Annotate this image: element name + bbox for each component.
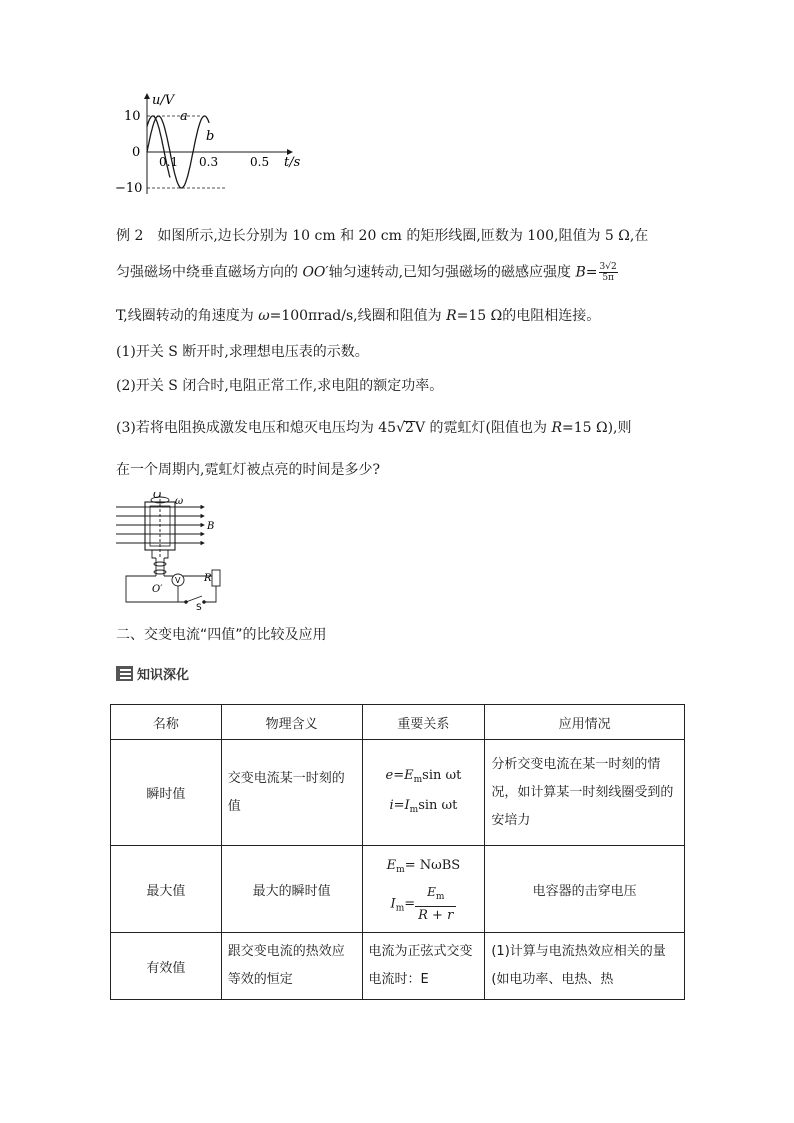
cell-name: 有效值 (111, 933, 222, 1000)
example-line-3: T,线圈转动的角速度为 ω=100πrad/s,线圈和阻值为 R=15 Ω的电阻相连接。 (116, 308, 601, 324)
curve-b-label: b (206, 129, 215, 144)
cell-application: (1)计算与电流热效应相关的量(如电功率、电热、热 (485, 933, 685, 1000)
cell-meaning: 交变电流某一时刻的值 (221, 740, 362, 846)
question-3: (3)若将电阻换成激发电压和熄灭电压均为 45√2V 的霓虹灯(阻值也为 R=15 Ω),则 (116, 420, 632, 436)
x-axis-label: t/s (284, 155, 301, 170)
section-bar-icon (116, 666, 133, 681)
header-application: 应用情况 (485, 705, 685, 740)
section-title: 二、交变电流“四值”的比较及应用 (116, 627, 327, 643)
b-fraction: $\frac{3√2}{5\pi}$ (599, 262, 617, 283)
question-2: (2)开关 S 闭合时,电阻正常工作,求电阻的额定功率。 (116, 378, 444, 394)
omega-label: ω (175, 496, 184, 507)
four-values-table (110, 704, 685, 1000)
question-1: (1)开关 S 断开时,求理想电压表的示数。 (116, 344, 369, 360)
table-row (111, 740, 685, 846)
x-tick-0.1: 0.1 (159, 155, 179, 169)
table-row (111, 846, 685, 933)
example-line-1: 例 2 如图所示,边长分别为 10 cm 和 20 cm 的矩形线圈,匝数为 100,阻值为 5 Ω,在 (116, 228, 649, 244)
switch-label: S (196, 603, 202, 610)
cell-application: 分析交变电流在某一时刻的情况，如计算某一时刻线圈受到的安培力 (485, 740, 685, 846)
cell-relation: $E_m= N\omega BS$ $I_m=$ $\frac{E_m}{R + r}$ (362, 846, 485, 933)
max-current-fraction: $\frac{E_m}{R + r}$ (415, 883, 456, 925)
o-bottom-label: O′ (152, 584, 163, 595)
y-tick-0: 0 (132, 145, 141, 160)
y-axis-label: u/V (152, 93, 175, 108)
voltage-time-graph (112, 86, 332, 202)
y-tick-10: 10 (124, 109, 141, 124)
x-tick-0.5: 0.5 (250, 155, 270, 169)
cell-name: 瞬时值 (111, 740, 222, 846)
example-line-2: 匀强磁场中绕垂直磁场方向的 OO′轴匀速转动,已知匀强磁场的磁感应强度 B= $\frac{3√2}{5\pi}$ (116, 262, 617, 283)
y-tick-neg10: −10 (115, 181, 143, 196)
cell-relation: 电流为正弦式交变电流时：E (362, 933, 485, 1000)
table-row (111, 933, 685, 1000)
o-top-label: O (153, 492, 162, 501)
b-field-label: B (207, 521, 215, 532)
cell-meaning: 最大的瞬时值 (221, 846, 362, 933)
voltmeter-label: V (175, 576, 181, 585)
resistor-label: R (204, 573, 212, 584)
question-3-cont: 在一个周期内,霓虹灯被点亮的时间是多少? (116, 462, 380, 478)
cell-application: 电容器的击穿电压 (485, 846, 685, 933)
curve-a-label: a (180, 109, 188, 124)
cell-name: 最大值 (111, 846, 222, 933)
header-relation: 重要关系 (362, 705, 485, 740)
knowledge-label: 知识深化 (116, 664, 189, 682)
cell-relation: $e=E_m\sin$ ωt $i=I_m\sin$ ωt (362, 740, 485, 846)
cell-meaning: 跟交变电流的热效应等效的恒定 (221, 933, 362, 1000)
table-header-row (111, 705, 685, 740)
header-name: 名称 (111, 705, 222, 740)
x-tick-0.3: 0.3 (199, 155, 219, 169)
header-meaning: 物理含义 (221, 705, 362, 740)
coil-circuit-diagram (116, 492, 236, 610)
